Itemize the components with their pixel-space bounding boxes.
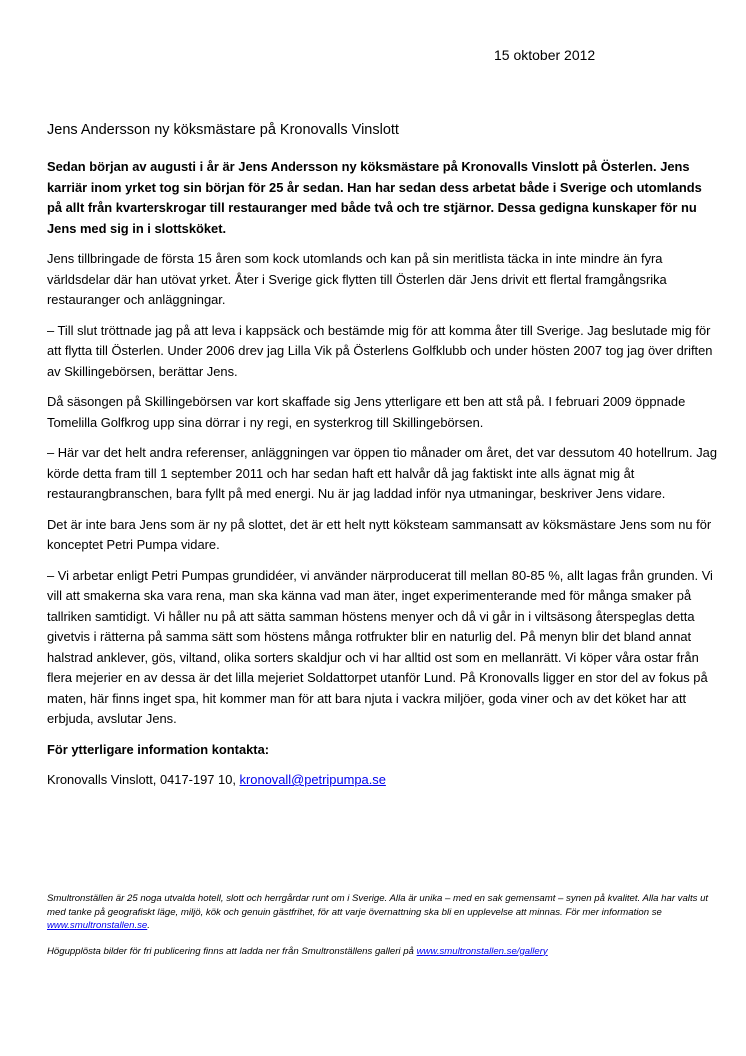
lead-paragraph: Sedan början av augusti i år är Jens Andersson ny köksmästare på Kronovalls Vinslott på Österlen. Jens karriär inom yrket tog sin början för 25 år sedan. Han har sedan dess arbetat både i Sverige och utomlands på allt från kvarterskrogar till restauranger med både två och tre stjärnor. Dessa gedigna kunskaper för nu Jens med sig in i slottsköket.: [47, 159, 702, 236]
contact-text: Kronovalls Vinslott, 0417-197 10,: [47, 772, 240, 787]
press-date: 15 oktober 2012: [494, 47, 596, 63]
paragraph: Jens tillbringade de första 15 åren som kock utomlands och kan på sin meritlista täcka in inte mindre än fyra världsdelar där han utövat yrket. Åter i Sverige gick flytten till Österlen där Jens drivit ett flertal framgångsrika restauranger och anläggningar.: [47, 251, 667, 307]
paragraph: – Här var det helt andra referenser, anläggningen var öppen tio månader om året, det var dessutom 40 hotellrum. Jag körde detta fram till 1 september 2011 och har sedan haft ett halvår då jag faktiskt inte alls ägnat mig åt restaurangbranschen, bara fyllt på med energi. Nu är jag laddad inför nya utmaningar, beskriver Jens vidare.: [47, 445, 717, 501]
footer-about-end: .: [147, 920, 150, 931]
footer-gallery-link[interactable]: www.smultronstallen.se/gallery: [416, 945, 548, 957]
paragraph: Då säsongen på Skillingebörsen var kort skaffade sig Jens ytterligare ett ben att stå på. I februari 2009 öppnade Tomelilla Golfkrog upp sina dörrar i ny regi, en systerkrog till Skillingebörsen.: [47, 394, 686, 430]
paragraph: – Vi arbetar enligt Petri Pumpas grundidéer, vi använder närproducerat till mellan 80-85 %, allt lagas från grunden. Vi vill att smakerna ska vara rena, man ska känna vad man äter, inget experimenterande med för många smaker på tallriken samtidigt. Vi håller nu på att sätta samman höstens menyer och då vi går in i viltsäsong återspeglas detta givetvis i rätterna på samma sätt som höstens många rotfrukter blir en naturlig del. På menyn blir det bland annat halstrad anklever, gös, viltand, olika sorters skaldjur och vi har alltid ost som en mellanrätt. Vi köper våra ostar från flera mejerier en av dessa är det lilla mejeriet Soldattorpet utanför Lund. På Kronovalls ligger en stor del av fokus på maten, här finns inget spa, hit kommer man för att bara njuta i vackra miljöer, goda viner och av det köket har att erbjuda, avslutar Jens.: [47, 567, 713, 726]
contact-heading: För ytterligare information kontakta:: [47, 741, 270, 757]
footer-website-link[interactable]: www.smultronstallen.se: [47, 920, 148, 931]
footer-gallery-text: Högupplösta bilder för fri publicering finns att ladda ner från Smultronställens galleri på: [47, 945, 417, 957]
footer-gallery: [47, 945, 727, 959]
footer-about-text: Smultronställen är 25 noga utvalda hotell, slott och herrgårdar runt om i Sverige. Alla är unika – med en sak gemensamt – synen på kvalitet. Alla har valts ut med tanke på geografiskt läge, miljö, kök och genuin gästfrihet, för att varje övernattning ska bli en upplevelse att minnas. För mer information se: [47, 893, 709, 918]
contact-line: [47, 770, 717, 791]
headline: Jens Andersson ny köksmästare på Kronovalls Vinslott: [47, 122, 399, 138]
footer-about: [47, 892, 727, 933]
footer: [47, 892, 727, 970]
paragraph: – Till slut tröttnade jag på att leva i kappsäck och bestämde mig för att komma åter till Sverige. Jag beslutade mig för att flytta till Österlen. Under 2006 drev jag Lilla Vik på Österlens Golfklubb och under hösten 2007 tog jag över driften av Skillingebörsen, berättar Jens.: [47, 322, 713, 379]
article-body: [47, 157, 717, 801]
paragraph: Det är inte bara Jens som är ny på slottet, det är ett helt nytt köksteam sammansatt av köksmästare Jens som nu för konceptet Petri Pumpa vidare.: [47, 516, 712, 552]
contact-email-link[interactable]: kronovall@petripumpa.se: [239, 772, 386, 787]
